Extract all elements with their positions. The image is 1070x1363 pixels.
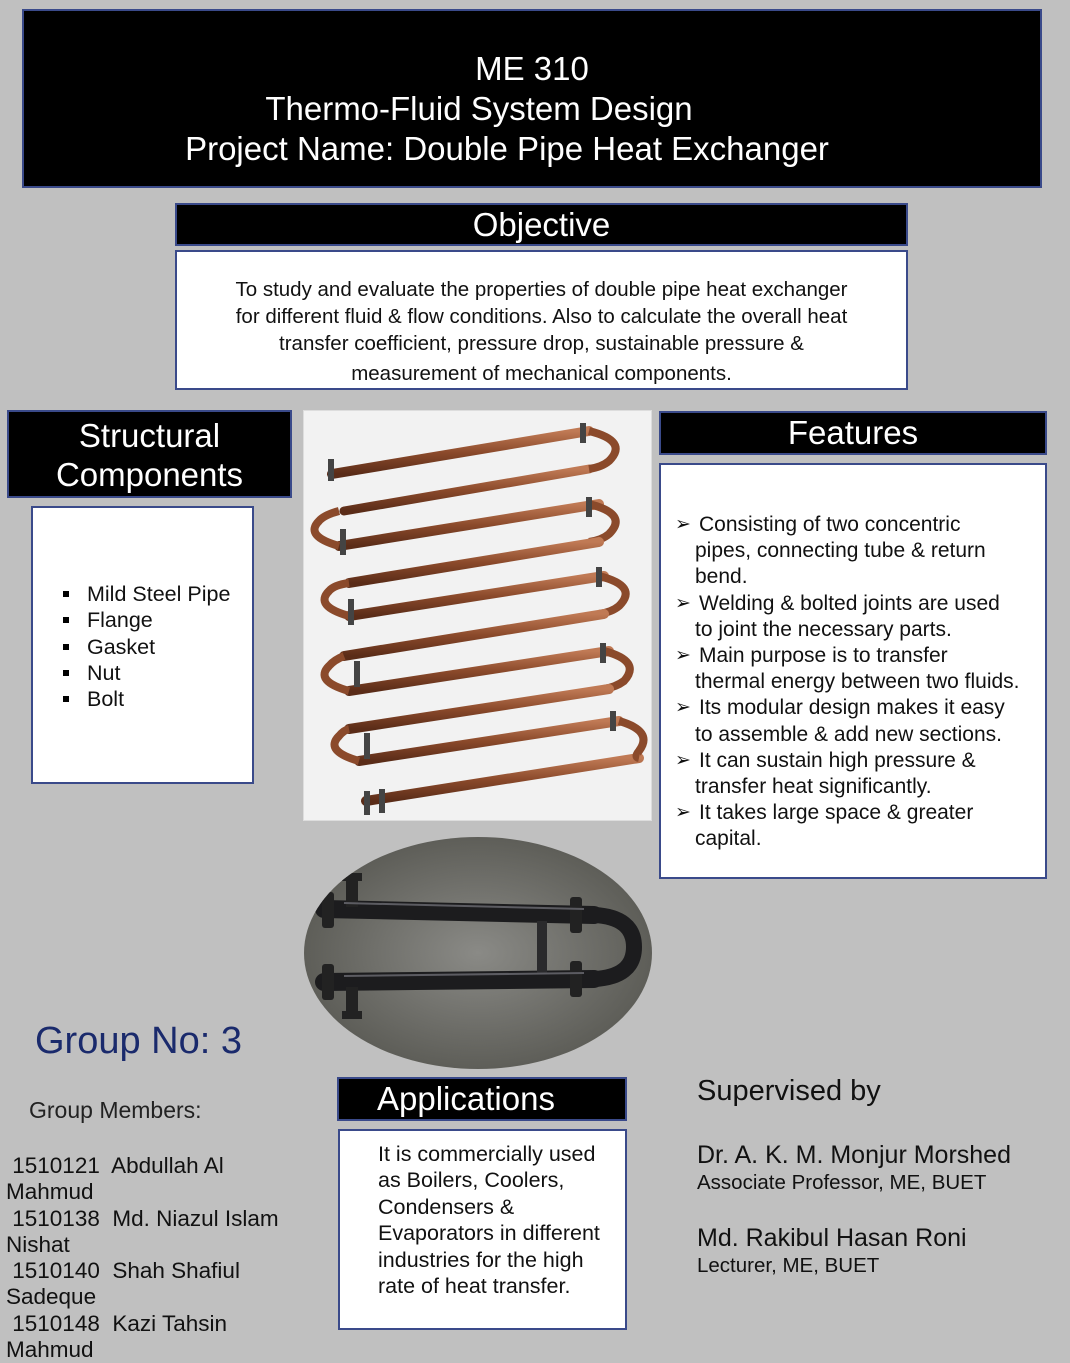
supervisor-name: Md. Rakibul Hasan Roni xyxy=(697,1224,967,1252)
feature-item xyxy=(675,748,1041,800)
objective-line: measurement of mechanical components. xyxy=(351,362,732,385)
list-item: Mild Steel Pipe xyxy=(63,581,230,607)
list-item: Nut xyxy=(63,660,230,686)
member-name-cont: Mahmud xyxy=(6,1337,94,1363)
structural-list xyxy=(63,581,230,712)
features-heading: Features xyxy=(659,411,1047,455)
objective-line: To study and evaluate the properties of double pipe heat exchanger xyxy=(235,278,848,301)
feature-line: to joint the necessary parts. xyxy=(695,617,952,641)
arrow-bullet-icon: ➢ xyxy=(675,592,691,614)
feature-line: transfer heat significantly. xyxy=(695,775,932,799)
course-name: Thermo-Fluid System Design xyxy=(265,90,693,127)
structural-heading-line: Structural xyxy=(78,417,221,454)
member-name-cont: Mahmud xyxy=(6,1179,94,1205)
list-item: Flange xyxy=(63,607,230,633)
list-item: Bolt xyxy=(63,686,230,712)
list-item xyxy=(6,1311,336,1363)
feature-item xyxy=(675,695,1041,747)
arrow-bullet-icon: ➢ xyxy=(675,749,691,771)
feature-item xyxy=(675,800,1041,852)
supervisor-title: Associate Professor, ME, BUET xyxy=(697,1171,987,1194)
heat-exchanger-render-image xyxy=(303,410,652,821)
feature-line: bend. xyxy=(695,565,748,589)
applications-line: as Boilers, Coolers, xyxy=(378,1168,565,1193)
list-item xyxy=(6,1153,336,1206)
structural-heading xyxy=(7,410,292,498)
structural-box xyxy=(31,506,254,784)
project-name: Project Name: Double Pipe Heat Exchanger xyxy=(185,130,829,167)
feature-line: Main purpose is to transfer xyxy=(699,644,948,668)
feature-line: Its modular design makes it easy xyxy=(699,696,1005,720)
feature-line: to assemble & add new sections. xyxy=(695,722,1003,746)
arrow-bullet-icon: ➢ xyxy=(675,697,691,719)
features-box xyxy=(659,463,1047,879)
applications-line: Evaporators in different xyxy=(378,1221,600,1246)
feature-line: It can sustain high pressure & xyxy=(699,748,976,772)
heat-exchanger-photo-image xyxy=(304,837,652,1069)
feature-line: Welding & bolted joints are used xyxy=(699,591,1000,615)
feature-line: It takes large space & greater xyxy=(699,801,974,825)
member-name-cont: Sadeque xyxy=(6,1284,97,1310)
supervised-by-label: Supervised by xyxy=(697,1075,881,1107)
pipe-row xyxy=(325,614,630,691)
arrow-bullet-icon: ➢ xyxy=(675,802,691,824)
objective-heading: Objective xyxy=(175,203,908,246)
course-code: ME 310 xyxy=(475,50,589,87)
title-banner xyxy=(22,9,1042,188)
applications-line: Condensers & xyxy=(378,1194,515,1219)
applications-line: industries for the high xyxy=(378,1247,584,1272)
feature-line: thermal energy between two fluids. xyxy=(695,670,1020,694)
member-id-name: 1510121 Abdullah Al xyxy=(6,1153,224,1178)
member-id-name: 1510138 Md. Niazul Islam xyxy=(6,1205,279,1231)
feature-item xyxy=(675,643,1041,695)
applications-box xyxy=(338,1129,627,1330)
supervisor-name: Dr. A. K. M. Monjur Morshed xyxy=(697,1141,1011,1169)
list-item xyxy=(6,1206,336,1259)
feature-item xyxy=(675,512,1041,591)
pipe-row xyxy=(328,423,616,511)
pipe-assembly-illustration xyxy=(304,411,653,822)
feature-line: capital. xyxy=(695,827,762,851)
member-id-name: 1510140 Shah Shafiul xyxy=(6,1258,240,1284)
feature-item xyxy=(675,591,1041,643)
arrow-bullet-icon: ➢ xyxy=(675,514,691,535)
list-item xyxy=(6,1258,336,1311)
pipe-row xyxy=(325,542,626,625)
feature-line: pipes, connecting tube & return xyxy=(695,539,986,563)
pipe-row xyxy=(335,689,620,761)
feature-line: Consisting of two concentric xyxy=(699,513,961,536)
photo-illustration xyxy=(304,837,652,1069)
features-list xyxy=(675,512,1041,853)
group-members-label: Group Members: xyxy=(29,1097,202,1123)
arrow-bullet-icon: ➢ xyxy=(675,645,691,667)
applications-line: It is commercially used xyxy=(378,1142,596,1166)
group-members-list xyxy=(6,1153,336,1363)
structural-heading-line: Components xyxy=(55,456,244,493)
list-item: Gasket xyxy=(63,634,230,660)
supervisor-title: Lecturer, ME, BUET xyxy=(697,1254,880,1277)
applications-line: rate of heat transfer. xyxy=(378,1274,571,1299)
objective-line: for different fluid & flow conditions. Also to calculate the overall heat xyxy=(235,305,848,328)
member-id-name: 1510148 Kazi Tahsin xyxy=(6,1310,228,1336)
member-name-cont: Nishat xyxy=(6,1231,70,1257)
objective-box xyxy=(175,250,908,390)
objective-line: transfer coefficient, pressure drop, sustainable pressure & xyxy=(279,332,804,355)
group-number-title: Group No: 3 xyxy=(35,1020,242,1062)
applications-heading: Applications xyxy=(337,1077,627,1121)
